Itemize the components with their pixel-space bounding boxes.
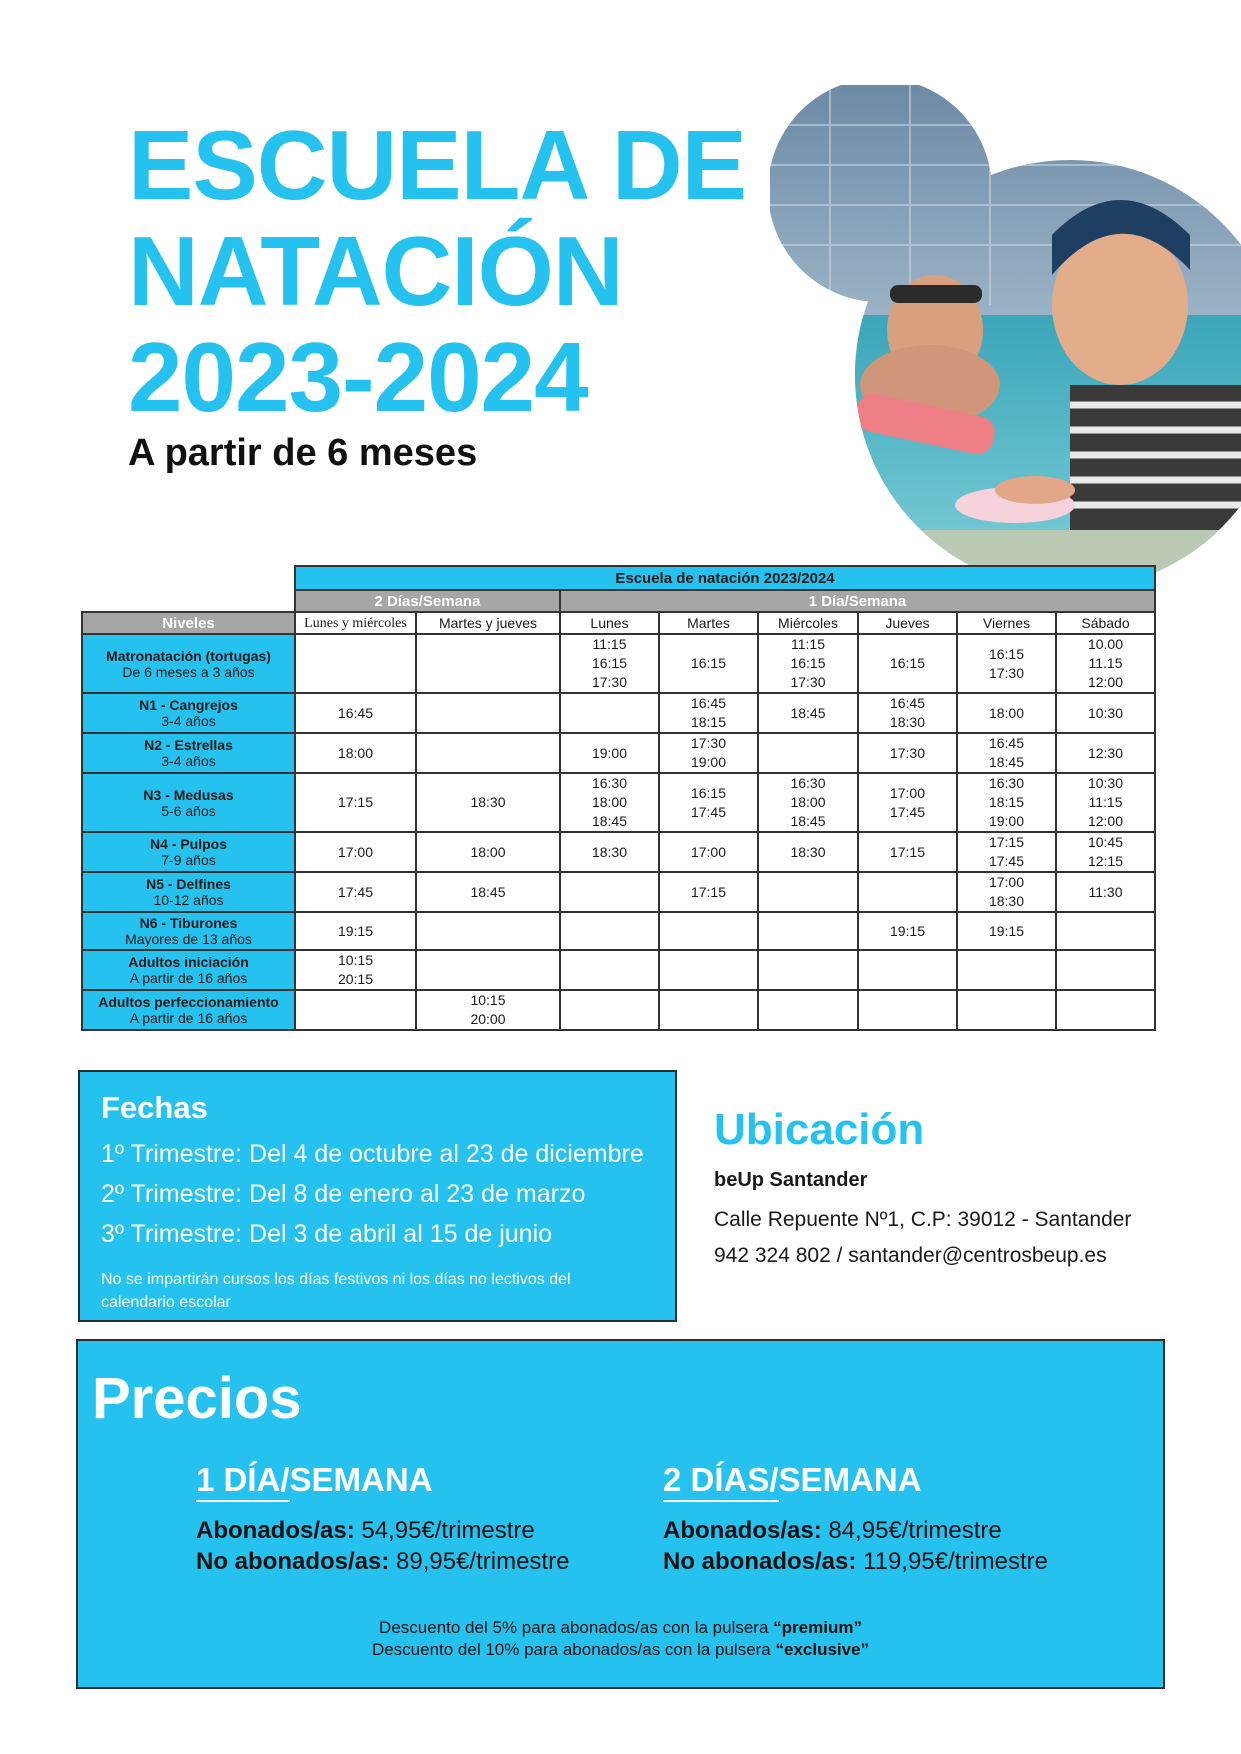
class-time: 16:15 xyxy=(690,784,727,801)
discount-text: Descuento del 5% para abonados/as con la pulsera xyxy=(379,1618,774,1637)
column-header: Viernes xyxy=(957,612,1056,634)
time-cell xyxy=(858,990,957,1030)
location-section xyxy=(714,1105,1131,1280)
time-cell xyxy=(957,693,1056,733)
price-label: Abonados/as: xyxy=(663,1517,822,1544)
title-line: 2023-2024 xyxy=(128,322,588,432)
class-time: 17:30 xyxy=(591,674,628,690)
class-time: 19:00 xyxy=(988,813,1025,829)
blank-cell xyxy=(82,566,295,590)
time-cell xyxy=(758,634,858,693)
time-cell xyxy=(416,832,560,872)
class-time: 17:30 xyxy=(790,674,826,690)
time-cell xyxy=(1056,773,1155,832)
time-cell xyxy=(758,912,858,950)
table-title: Escuela de natación 2023/2024 xyxy=(295,566,1155,590)
column-header: Sábado xyxy=(1056,612,1155,634)
time-cell xyxy=(416,912,560,950)
level-cell xyxy=(82,832,295,872)
price-label: No abonados/as: xyxy=(663,1548,857,1575)
time-cell xyxy=(858,733,957,773)
time-cell xyxy=(1056,693,1155,733)
time-cell xyxy=(560,872,659,912)
level-age: Mayores de 13 años xyxy=(125,931,252,947)
levels-header: Niveles xyxy=(82,612,295,634)
discount-text: Descuento del 10% para abonados/as con la pulsera xyxy=(371,1640,776,1659)
class-time: 16:45 xyxy=(889,695,926,711)
class-time: 12:00 xyxy=(1087,674,1124,690)
class-time: 18:30 xyxy=(591,843,628,860)
time-cell xyxy=(295,872,416,912)
table-row xyxy=(82,733,1155,773)
time-cell xyxy=(758,872,858,912)
class-time: 17:00 xyxy=(337,843,374,860)
class-time: 16:15 xyxy=(889,655,926,671)
level-cell xyxy=(82,912,295,950)
class-time: 11.15 xyxy=(1088,655,1123,671)
level-age: A partir de 16 años xyxy=(129,1010,248,1026)
time-cell xyxy=(560,990,659,1030)
column-header: Lunes xyxy=(560,612,659,634)
level-name: Matronatación (tortugas) xyxy=(106,647,271,664)
schedule-body xyxy=(82,634,1155,1030)
level-age: 10-12 años xyxy=(153,892,224,908)
time-cell xyxy=(1056,990,1155,1030)
level-cell xyxy=(82,990,295,1030)
class-time: 16:15 xyxy=(790,655,826,671)
dates-title: Fechas xyxy=(101,1090,208,1125)
plan-heading xyxy=(663,1461,1048,1499)
title-line: NATACIÓN xyxy=(128,216,623,326)
class-time: 18:00 xyxy=(337,744,374,761)
plan-heading-part: SEMANA xyxy=(289,1461,433,1498)
class-time: 11:15 xyxy=(791,636,825,652)
class-time: 16:30 xyxy=(790,775,826,791)
plan-heading-part: 1 DÍA/ xyxy=(196,1461,290,1502)
table-header-row xyxy=(82,612,1155,634)
class-time: 16:45 xyxy=(988,735,1025,751)
time-cell xyxy=(295,773,416,832)
time-cell xyxy=(858,693,957,733)
class-time: 18:45 xyxy=(591,813,628,829)
level-age: 3-4 años xyxy=(161,713,216,729)
class-time: 19:15 xyxy=(337,922,374,939)
level-age: 7-9 años xyxy=(161,852,216,868)
class-time: 16:15 xyxy=(690,655,727,671)
class-time: 18:45 xyxy=(470,883,506,900)
discount-tier: “exclusive” xyxy=(775,1640,870,1659)
class-time: 18:30 xyxy=(988,893,1025,909)
class-time: 19:15 xyxy=(988,922,1025,939)
class-time: 10:15 xyxy=(337,952,374,968)
time-cell xyxy=(560,773,659,832)
time-cell xyxy=(416,990,560,1030)
time-cell xyxy=(957,634,1056,693)
level-name: N6 - Tiburones xyxy=(139,915,238,931)
column-header: Martes y jueves xyxy=(416,612,560,634)
time-cell xyxy=(858,912,957,950)
time-cell xyxy=(659,950,758,990)
level-cell xyxy=(82,950,295,990)
level-name: N4 - Pulpos xyxy=(149,836,227,852)
class-time: 17:15 xyxy=(889,843,926,860)
level-cell xyxy=(82,693,295,733)
class-time: 12:15 xyxy=(1087,853,1124,869)
table-row xyxy=(82,990,1155,1030)
table-group-row xyxy=(82,590,1155,612)
time-cell xyxy=(659,990,758,1030)
time-cell xyxy=(858,950,957,990)
class-time: 11:30 xyxy=(1088,883,1123,900)
time-cell xyxy=(957,990,1056,1030)
time-cell xyxy=(858,872,957,912)
time-cell xyxy=(758,773,858,832)
price-label: No abonados/as: xyxy=(196,1548,390,1575)
class-time: 18:30 xyxy=(470,794,506,810)
time-cell xyxy=(659,693,758,733)
price-value: 84,95€/trimestre xyxy=(821,1517,1002,1544)
time-cell xyxy=(659,832,758,872)
time-cell xyxy=(1056,872,1155,912)
column-header: Miércoles xyxy=(758,612,858,634)
class-time: 10:15 xyxy=(470,992,506,1008)
location-name: beUp Santander xyxy=(714,1169,868,1191)
table-row xyxy=(82,912,1155,950)
time-cell xyxy=(295,912,416,950)
price-value: 54,95€/trimestre xyxy=(354,1517,535,1544)
level-age: 3-4 años xyxy=(161,753,216,769)
time-cell xyxy=(659,912,758,950)
class-time: 17:30 xyxy=(988,664,1025,681)
class-time: 20:00 xyxy=(470,1011,506,1027)
class-time: 10:30 xyxy=(1087,704,1124,721)
dates-box xyxy=(78,1070,677,1322)
time-cell xyxy=(1056,912,1155,950)
class-time: 19:00 xyxy=(690,754,727,770)
class-time: 19:00 xyxy=(591,744,628,761)
time-cell xyxy=(758,832,858,872)
class-time: 17:00 xyxy=(690,843,727,860)
title-line: ESCUELA DE xyxy=(128,110,747,220)
price-members xyxy=(663,1515,1048,1546)
page-title xyxy=(128,112,746,430)
time-cell xyxy=(858,773,957,832)
class-time: 17:45 xyxy=(988,853,1025,869)
time-cell xyxy=(957,950,1056,990)
class-time: 17:15 xyxy=(988,834,1025,850)
time-cell xyxy=(416,773,560,832)
class-time: 18:00 xyxy=(790,794,826,810)
class-time: 10:45 xyxy=(1087,834,1124,850)
plan-one-day xyxy=(196,1461,569,1577)
prices-title: Precios xyxy=(92,1366,302,1431)
class-time: 16:30 xyxy=(591,775,628,791)
class-time: 16:45 xyxy=(337,704,374,721)
time-cell xyxy=(957,773,1056,832)
location-address: Calle Repuente Nº1, C.P: 39012 - Santander xyxy=(714,1208,1132,1231)
class-time: 19:15 xyxy=(889,922,926,939)
time-cell xyxy=(758,733,858,773)
term-3: 3º Trimestre: Del 3 de abril al 15 de junio xyxy=(101,1220,553,1248)
class-time: 11:15 xyxy=(592,636,627,652)
class-time: 12:00 xyxy=(1087,813,1124,829)
class-time: 16:30 xyxy=(988,775,1025,791)
time-cell xyxy=(560,912,659,950)
level-name: Adultos perfeccionamiento xyxy=(98,994,279,1010)
time-cell xyxy=(560,733,659,773)
level-name: N1 - Cangrejos xyxy=(139,697,238,713)
time-cell xyxy=(957,872,1056,912)
time-cell xyxy=(416,733,560,773)
time-cell xyxy=(659,634,758,693)
class-time: 18:00 xyxy=(470,843,506,860)
level-name: Adultos iniciación xyxy=(128,954,249,970)
time-cell xyxy=(659,773,758,832)
level-age: De 6 meses a 3 años xyxy=(122,663,255,680)
location-contact[interactable]: 942 324 802 / santander@centrosbeup.es xyxy=(714,1244,1107,1267)
dates-note: No se impartirán cursos los días festivos ni los días no lectivos del calendario escolar xyxy=(101,1271,571,1311)
class-time: 12:30 xyxy=(1087,744,1124,761)
level-name: N5 - Delfines xyxy=(146,876,231,892)
time-cell xyxy=(858,832,957,872)
table-row xyxy=(82,773,1155,832)
time-cell xyxy=(416,634,560,693)
time-cell xyxy=(758,950,858,990)
discounts xyxy=(78,1617,1163,1661)
term-1: 1º Trimestre: Del 4 de octubre al 23 de diciembre xyxy=(101,1140,644,1168)
class-time: 17:45 xyxy=(337,883,374,900)
level-age: 5-6 años xyxy=(161,802,216,819)
class-time: 17:00 xyxy=(889,784,926,801)
table-row xyxy=(82,832,1155,872)
class-time: 18:15 xyxy=(988,794,1025,810)
discount-premium xyxy=(78,1617,1163,1639)
time-cell xyxy=(957,832,1056,872)
table-row xyxy=(82,872,1155,912)
price-value: 119,95€/trimestre xyxy=(856,1548,1049,1575)
level-cell xyxy=(82,634,295,693)
subtitle: A partir de 6 meses xyxy=(128,432,478,474)
time-cell xyxy=(957,733,1056,773)
time-cell xyxy=(295,950,416,990)
class-time: 18:30 xyxy=(889,714,926,730)
plan-heading xyxy=(196,1461,569,1499)
class-time: 18:45 xyxy=(790,704,826,721)
time-cell xyxy=(295,990,416,1030)
time-cell xyxy=(858,634,957,693)
time-cell xyxy=(416,693,560,733)
time-cell xyxy=(659,872,758,912)
time-cell xyxy=(295,693,416,733)
level-name: N3 - Medusas xyxy=(143,786,234,803)
level-cell xyxy=(82,872,295,912)
class-time: 17:30 xyxy=(690,735,727,751)
swimmers-photo xyxy=(770,85,1241,585)
time-cell xyxy=(1056,832,1155,872)
column-header: Martes xyxy=(659,612,758,634)
price-non-members xyxy=(196,1546,569,1577)
time-cell xyxy=(560,832,659,872)
time-cell xyxy=(560,693,659,733)
class-time: 18:00 xyxy=(988,704,1025,721)
price-members xyxy=(196,1515,569,1546)
class-time: 20:15 xyxy=(337,971,374,987)
class-time: 18:45 xyxy=(790,813,826,829)
column-header: Lunes y miércoles xyxy=(295,612,416,634)
table-row xyxy=(82,693,1155,733)
table-title-row xyxy=(82,566,1155,590)
time-cell xyxy=(295,733,416,773)
class-time: 16:15 xyxy=(988,645,1025,662)
plan-two-days xyxy=(663,1461,1048,1577)
level-cell xyxy=(82,733,295,773)
time-cell xyxy=(416,872,560,912)
price-value: 89,95€/trimestre xyxy=(389,1548,570,1575)
time-cell xyxy=(758,990,858,1030)
class-time: 17:00 xyxy=(988,874,1025,890)
class-time: 11:15 xyxy=(1088,794,1123,810)
prices-box xyxy=(76,1339,1165,1689)
discount-exclusive xyxy=(78,1639,1163,1661)
time-cell xyxy=(659,733,758,773)
table-row xyxy=(82,634,1155,693)
level-cell xyxy=(82,773,295,832)
class-time: 16:15 xyxy=(591,655,628,671)
class-time: 17:15 xyxy=(690,883,727,900)
class-time: 18:00 xyxy=(591,794,628,810)
class-time: 18:45 xyxy=(988,754,1025,770)
plan-heading-part: 2 DÍAS/ xyxy=(663,1461,779,1502)
blank-cell xyxy=(82,590,295,612)
class-time: 18:15 xyxy=(690,714,727,730)
class-time: 17:45 xyxy=(690,803,727,820)
group-two-days: 2 Días/Semana xyxy=(295,590,560,612)
level-age: A partir de 16 años xyxy=(129,970,248,986)
time-cell xyxy=(560,950,659,990)
group-one-day: 1 Día/Semana xyxy=(560,590,1155,612)
discount-tier: “premium” xyxy=(773,1618,862,1637)
price-label: Abonados/as: xyxy=(196,1517,355,1544)
time-cell xyxy=(295,832,416,872)
time-cell xyxy=(1056,634,1155,693)
class-time: 18:30 xyxy=(790,843,826,860)
level-name: N2 - Estrellas xyxy=(144,737,233,753)
term-2: 2º Trimestre: Del 8 de enero al 23 de marzo xyxy=(101,1180,586,1208)
time-cell xyxy=(416,950,560,990)
price-non-members xyxy=(663,1546,1048,1577)
location-title: Ubicación xyxy=(714,1105,925,1154)
class-time: 10:30 xyxy=(1087,775,1124,791)
time-cell xyxy=(560,634,659,693)
column-header: Jueves xyxy=(858,612,957,634)
class-time: 17:30 xyxy=(889,744,926,761)
plan-heading-part: SEMANA xyxy=(778,1461,922,1498)
time-cell xyxy=(295,634,416,693)
time-cell xyxy=(957,912,1056,950)
schedule-table xyxy=(81,565,1156,1031)
time-cell xyxy=(1056,733,1155,773)
table-row xyxy=(82,950,1155,990)
time-cell xyxy=(1056,950,1155,990)
class-time: 17:45 xyxy=(889,803,926,820)
class-time: 10.00 xyxy=(1087,636,1124,652)
class-time: 17:15 xyxy=(337,794,374,810)
class-time: 16:45 xyxy=(690,695,727,711)
time-cell xyxy=(758,693,858,733)
